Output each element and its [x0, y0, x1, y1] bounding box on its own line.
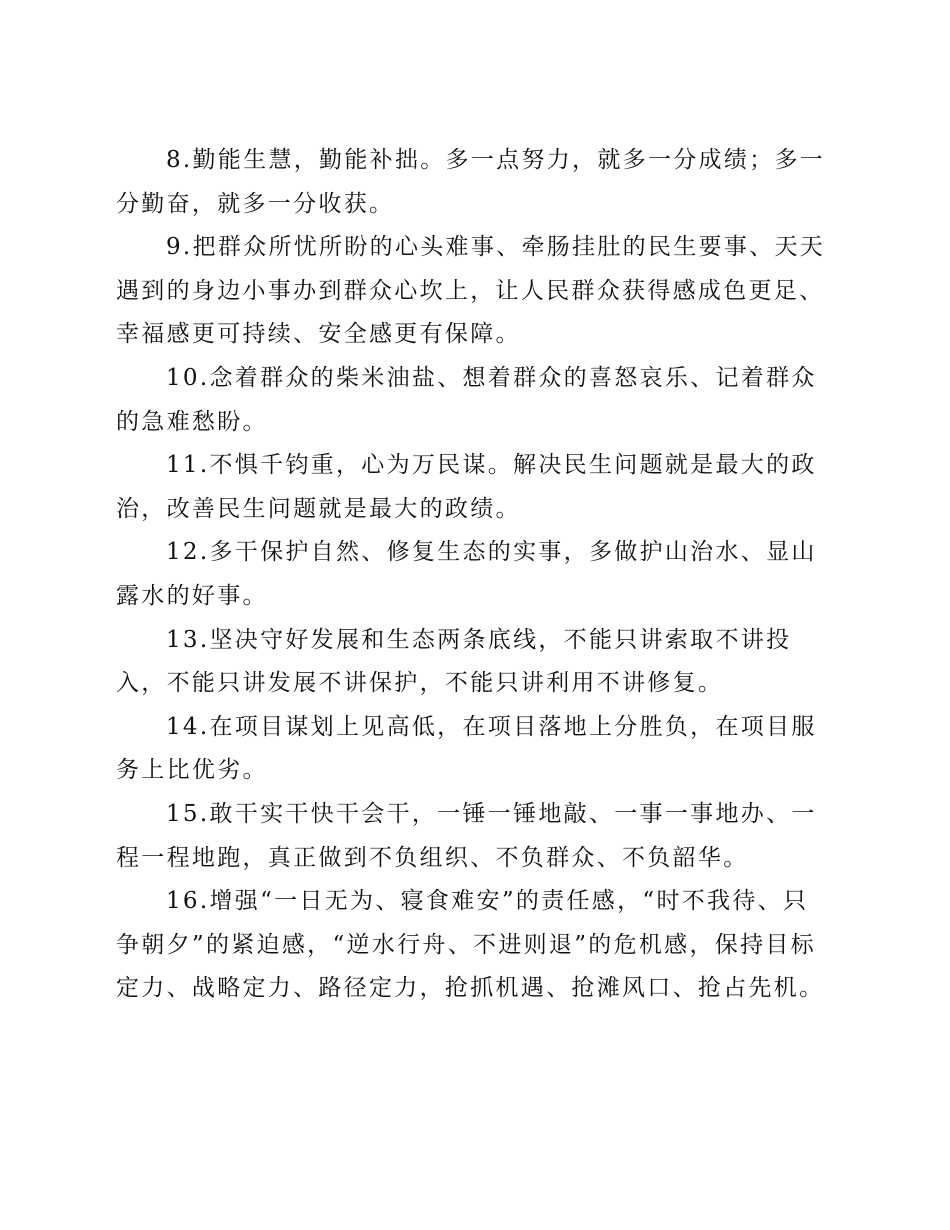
paragraph-16: 16.增强“一日无为、寝食难安”的责任感，“时不我待、只争朝夕”的紧迫感，“逆水行舟、不进则退”的危机感，保持目标定力、战略定力、路径定力，抢抓机遇、抢滩风口、抢占先机。 — [116, 888, 825, 1002]
paragraph-8: 8.勤能生慧，勤能补拙。多一点努力，就多一分成绩；多一分勤奋，就多一分收获。 — [116, 147, 826, 217]
paragraph-12: 12.多干保护自然、修复生态的实事，多做护山治水、显山露水的好事。 — [116, 539, 817, 609]
paragraph-14: 14.在项目谋划上见高低，在项目落地上分胜负，在项目服务上比优劣。 — [116, 713, 817, 784]
paragraph-10: 10.念着群众的柴米油盐、想着群众的喜怒哀乐、记着群众的急难愁盼。 — [116, 364, 817, 435]
paragraph-15: 15.敢干实干快干会干，一锤一锤地敲、一事一事地办、一程一程地跑，真正做到不负组织、不负群众、不负韶华。 — [116, 800, 817, 871]
paragraph-13: 13.坚决守好发展和生态两条底线，不能只讲索取不讲投入，不能只讲发展不讲保护，不能只讲利用不讲修复。 — [116, 626, 792, 697]
paragraph-11: 11.不惧千钧重，心为万民谋。解决民生问题就是最大的政治，改善民生问题就是最大的政绩。 — [116, 452, 817, 522]
document-body — [116, 139, 828, 1011]
paragraph-9: 9.把群众所忧所盼的心头难事、牵肠挂肚的民生要事、天天遇到的身边小事办到群众心坎上，让人民群众获得感成色更足、幸福感更可持续、安全感更有保障。 — [116, 234, 826, 348]
